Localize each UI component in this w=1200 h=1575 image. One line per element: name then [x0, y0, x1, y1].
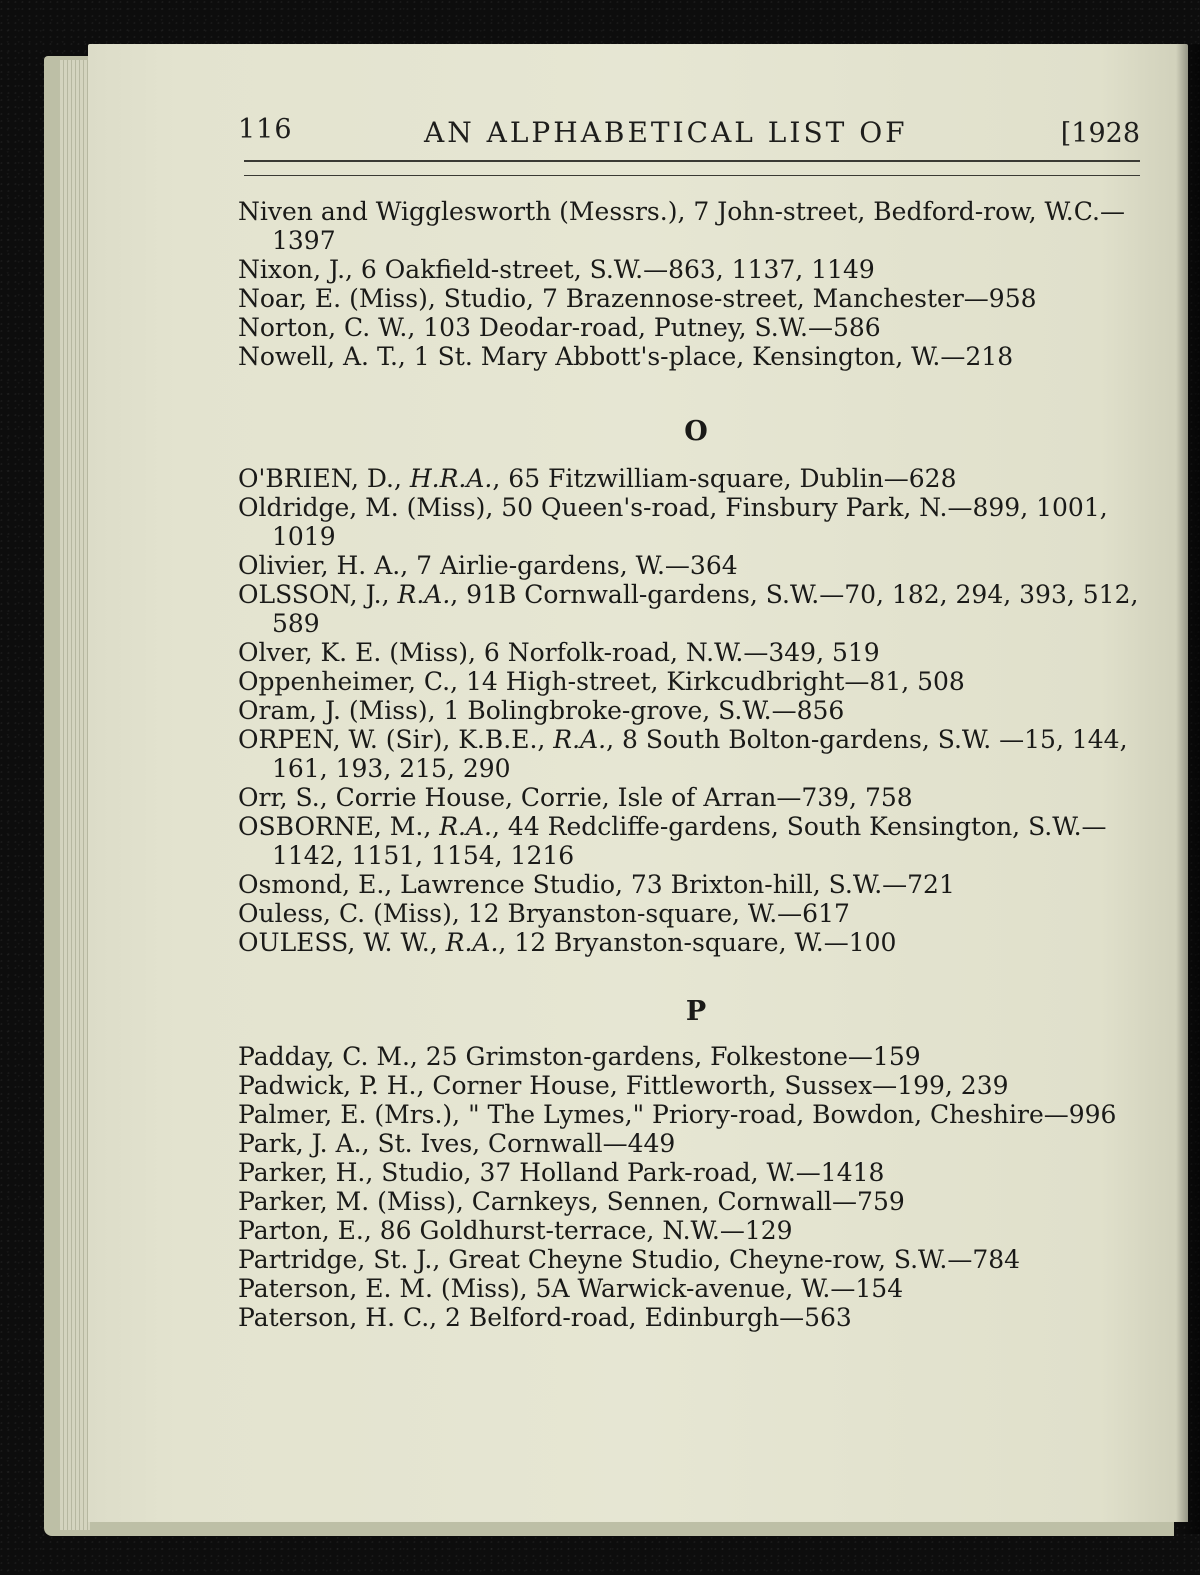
head-rule-thin [244, 175, 1140, 176]
list-item [238, 870, 1148, 899]
entry-text: , 44 Redcliffe-gardens, South Kensington, S.W.—1142, 1151, 1154, 1216 [272, 812, 1107, 870]
list-item: Palmer, E. (Mrs.), " The Lymes," Priory-road, Bowdon, Cheshire—996 [238, 1100, 1117, 1129]
spine-shadow [1176, 44, 1200, 1534]
entry-text: Oram, J. (Miss), 1 Bolingbroke-grove, S.W.—856 [238, 696, 845, 725]
section-letter-p: P [685, 996, 707, 1027]
entry-title: R.A. [397, 580, 451, 609]
head-rule-thick [244, 160, 1140, 162]
entry-text: Orr, S., Corrie House, Corrie, Isle of Arran—739, 758 [238, 783, 913, 812]
list-item: Padday, C. M., 25 Grimston-gardens, Folkestone—159 [238, 1042, 921, 1071]
entry-text: , 8 South Bolton-gardens, S.W. —15, 144, 161, 193, 215, 290 [272, 725, 1128, 783]
entry-text: , 12 Bryanston-square, W.—100 [498, 928, 897, 957]
list-item: Norton, C. W., 103 Deodar-road, Putney, S.W.—586 [238, 313, 881, 342]
entry-text: Osmond, E., Lawrence Studio, 73 Brixton-hill, S.W.—721 [238, 870, 955, 899]
entry-text: , 91B Cornwall-gardens, S.W.—70, 182, 294, 393, 512, 589 [272, 580, 1139, 638]
list-item: Noar, E. (Miss), Studio, 7 Brazennose-street, Manchester—958 [238, 284, 1037, 313]
list-item [238, 725, 1148, 783]
entry-text: OULESS, W. W., [238, 928, 446, 957]
page-edges [60, 60, 90, 1530]
list-item: Partridge, St. J., Great Cheyne Studio, Cheyne-row, S.W.—784 [238, 1245, 1021, 1274]
list-item: Paterson, H. C., 2 Belford-road, Edinburgh—563 [238, 1303, 852, 1332]
entry-title: R.A. [553, 725, 607, 754]
list-item [238, 696, 1148, 725]
entry-text: Ouless, C. (Miss), 12 Bryanston-square, W.—617 [238, 899, 850, 928]
list-item [238, 783, 1148, 812]
entries-p [238, 1042, 1148, 1332]
list-item: Padwick, P. H., Corner House, Fittleworth, Sussex—199, 239 [238, 1071, 1009, 1100]
running-head [238, 108, 1142, 156]
entry-text: Olivier, H. A., 7 Airlie-gardens, W.—364 [238, 551, 738, 580]
entry-text: O'BRIEN, D., [238, 464, 410, 493]
list-item [238, 667, 1148, 696]
list-item: Nixon, J., 6 Oakfield-street, S.W.—863, 1137, 1149 [238, 255, 875, 284]
entry-text: OLSSON, J., [238, 580, 398, 609]
entries-n [238, 197, 1148, 371]
list-item [238, 464, 1148, 493]
entry-text: OSBORNE, M., [238, 812, 440, 841]
list-item: Parker, H., Studio, 37 Holland Park-road, W.—1418 [238, 1158, 885, 1187]
entry-text: Olver, K. E. (Miss), 6 Norfolk-road, N.W.—349, 519 [238, 638, 880, 667]
list-item: Niven and Wigglesworth (Messrs.), 7 John-street, Bedford-row, W.C.—1397 [238, 197, 1125, 255]
entry-text: Oldridge, M. (Miss), 50 Queen's-road, Finsbury Park, N.—899, 1001, 1019 [238, 493, 1108, 551]
page-number: 116 [238, 114, 293, 145]
entries-o [238, 464, 1148, 957]
list-item: Paterson, E. M. (Miss), 5A Warwick-avenue, W.—154 [238, 1274, 904, 1303]
list-item: Parker, M. (Miss), Carnkeys, Sennen, Cornwall—759 [238, 1187, 905, 1216]
list-item [238, 812, 1148, 870]
list-item [238, 551, 1148, 580]
entry-text: Oppenheimer, C., 14 High-street, Kirkcudbright—81, 508 [238, 667, 965, 696]
list-item: Nowell, A. T., 1 St. Mary Abbott's-place, Kensington, W.—218 [238, 342, 1014, 371]
list-item: Park, J. A., St. Ives, Cornwall—449 [238, 1129, 676, 1158]
list-item [238, 638, 1148, 667]
running-title: AN ALPHABETICAL LIST OF [424, 116, 908, 149]
entry-title: H.R.A. [409, 464, 493, 493]
entry-text: ORPEN, W. (Sir), K.B.E., [238, 725, 554, 754]
list-item [238, 899, 1148, 928]
list-item [238, 928, 1148, 957]
section-letter-o: O [684, 416, 708, 447]
entry-text: , 65 Fitzwilliam-square, Dublin—628 [492, 464, 957, 493]
running-year: [1928 [1060, 118, 1140, 149]
list-item [238, 493, 1148, 551]
list-item: Parton, E., 86 Goldhurst-terrace, N.W.—129 [238, 1216, 793, 1245]
list-item [238, 580, 1148, 638]
entry-title: R.A. [439, 812, 493, 841]
entry-title: R.A. [445, 928, 499, 957]
